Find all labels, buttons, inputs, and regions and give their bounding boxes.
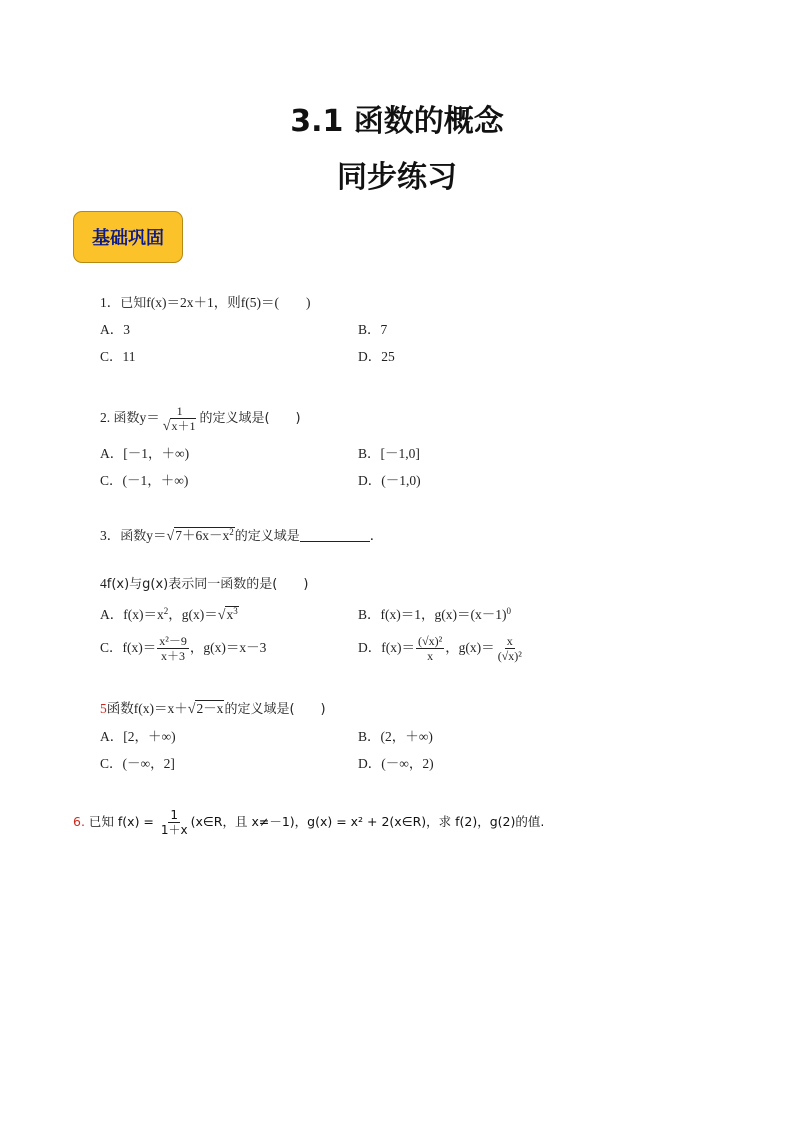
- question-stem: f(x)与g(x)表示同一函数的是( ): [106, 577, 309, 592]
- radicand: x＋1: [171, 418, 196, 433]
- question-6: [73, 808, 544, 837]
- page-title: 3.1 函数的概念: [290, 104, 504, 139]
- exponent: 3: [233, 606, 238, 616]
- q4-option-c[interactable]: [100, 630, 266, 666]
- option-text: B．f(x)＝1，g(x)＝(x－1): [358, 607, 507, 622]
- option-label: A．: [100, 607, 124, 622]
- question-1: [100, 293, 310, 314]
- fraction: [496, 634, 524, 663]
- q1-option-b[interactable]: B．7: [358, 322, 388, 337]
- option-text: f(x)＝x: [123, 607, 164, 622]
- question-stem: 已知 f(x) =: [88, 814, 158, 829]
- fraction-numerator: 1: [176, 403, 183, 418]
- question-2: [100, 400, 301, 437]
- radicand: 2－x: [196, 701, 224, 716]
- exponent: 0: [506, 606, 511, 616]
- question-number: 2.: [100, 410, 114, 425]
- question-expression: y＝: [139, 410, 160, 425]
- radicand: [174, 527, 235, 543]
- sqrt: [188, 699, 225, 720]
- q2-option-a[interactable]: A．[－1，＋∞): [100, 446, 190, 461]
- question-4: [100, 574, 308, 595]
- radical-sign: √: [187, 702, 196, 717]
- q2-option-c[interactable]: C．(－1，＋∞): [100, 473, 189, 488]
- question-number: 3．: [100, 528, 121, 543]
- fraction: [157, 634, 189, 663]
- exponent: 2: [163, 606, 169, 616]
- radicand-text: x: [226, 607, 234, 622]
- q4-option-d[interactable]: [358, 630, 525, 666]
- fraction-numerator: (√x)²: [418, 634, 443, 649]
- q5-option-a[interactable]: A．[2，＋∞): [100, 729, 176, 744]
- option-label: D．f(x)＝: [358, 640, 415, 655]
- q2-option-b[interactable]: B．[－1,0]: [358, 446, 420, 461]
- option-text: ，g(x)＝x－3: [189, 640, 267, 655]
- q5-option-c[interactable]: C．(－∞，2]: [100, 756, 175, 771]
- fraction-denominator: x＋3: [161, 649, 186, 664]
- question-stem: 函数f(x)＝x＋: [106, 701, 188, 716]
- question-number: 6.: [73, 814, 85, 829]
- option-text: ，g(x)＝: [168, 607, 218, 622]
- sqrt: [163, 419, 197, 434]
- fraction-numerator: x²－9: [159, 634, 187, 649]
- fraction: [159, 808, 190, 837]
- question-tail: 的定义域是( ): [199, 411, 301, 426]
- q1-option-c[interactable]: C．11: [100, 349, 136, 364]
- q1-option-a[interactable]: A．3: [100, 322, 130, 337]
- question-number: 5: [100, 701, 107, 716]
- question-end: ．: [369, 528, 384, 543]
- fraction: [416, 634, 444, 663]
- answer-blank[interactable]: [300, 529, 370, 542]
- radical-sign: √: [162, 418, 171, 434]
- fraction-denominator: 1＋x: [160, 823, 188, 837]
- sqrt: [167, 522, 235, 547]
- exponent: 2: [229, 527, 234, 537]
- question-tail: (x∈R，且 x≠－1)，g(x) = x² + 2(x∈R)，求 f(2)，g(2)的值.: [190, 814, 545, 829]
- fraction-denominator: x: [427, 649, 434, 664]
- option-text: ，g(x)＝: [445, 640, 495, 655]
- fraction-numerator: 1: [170, 808, 179, 822]
- fraction-numerator: x: [506, 634, 513, 649]
- fraction: [161, 404, 199, 434]
- q5-option-b[interactable]: B．(2，＋∞): [358, 729, 433, 744]
- question-number: 1．: [100, 295, 121, 310]
- page-subtitle: 同步练习: [337, 160, 457, 195]
- sqrt: [218, 601, 239, 626]
- fraction-denominator: [161, 419, 199, 434]
- fraction-denominator: (√x)²: [497, 649, 522, 664]
- question-3: [100, 522, 383, 547]
- q5-option-d[interactable]: D．(－∞，2): [358, 756, 434, 771]
- question-stem: 函数: [113, 411, 140, 426]
- q4-option-b[interactable]: [358, 601, 511, 625]
- option-label: C．f(x)＝: [100, 640, 157, 655]
- radicand-text: 7＋6x－x: [175, 528, 230, 543]
- question-number: 4: [100, 576, 107, 591]
- radicand: [225, 606, 238, 622]
- radical-sign: √: [166, 529, 175, 544]
- question-stem: 已知: [120, 296, 147, 311]
- question-expression: y＝: [146, 528, 167, 543]
- question-stem: 函数: [120, 529, 147, 544]
- q4-option-a[interactable]: [100, 601, 239, 626]
- question-tail: 的定义域是( ): [224, 702, 326, 717]
- question-expression: f(x)＝2x＋1，则f(5)＝( ): [146, 295, 311, 310]
- question-tail: 的定义域是: [234, 529, 300, 544]
- q2-option-d[interactable]: D．(－1,0): [358, 473, 421, 488]
- radical-sign: √: [217, 608, 226, 623]
- question-5: [100, 699, 326, 720]
- section-label-basic: 基础巩固: [73, 211, 183, 263]
- q1-option-d[interactable]: D．25: [358, 349, 395, 364]
